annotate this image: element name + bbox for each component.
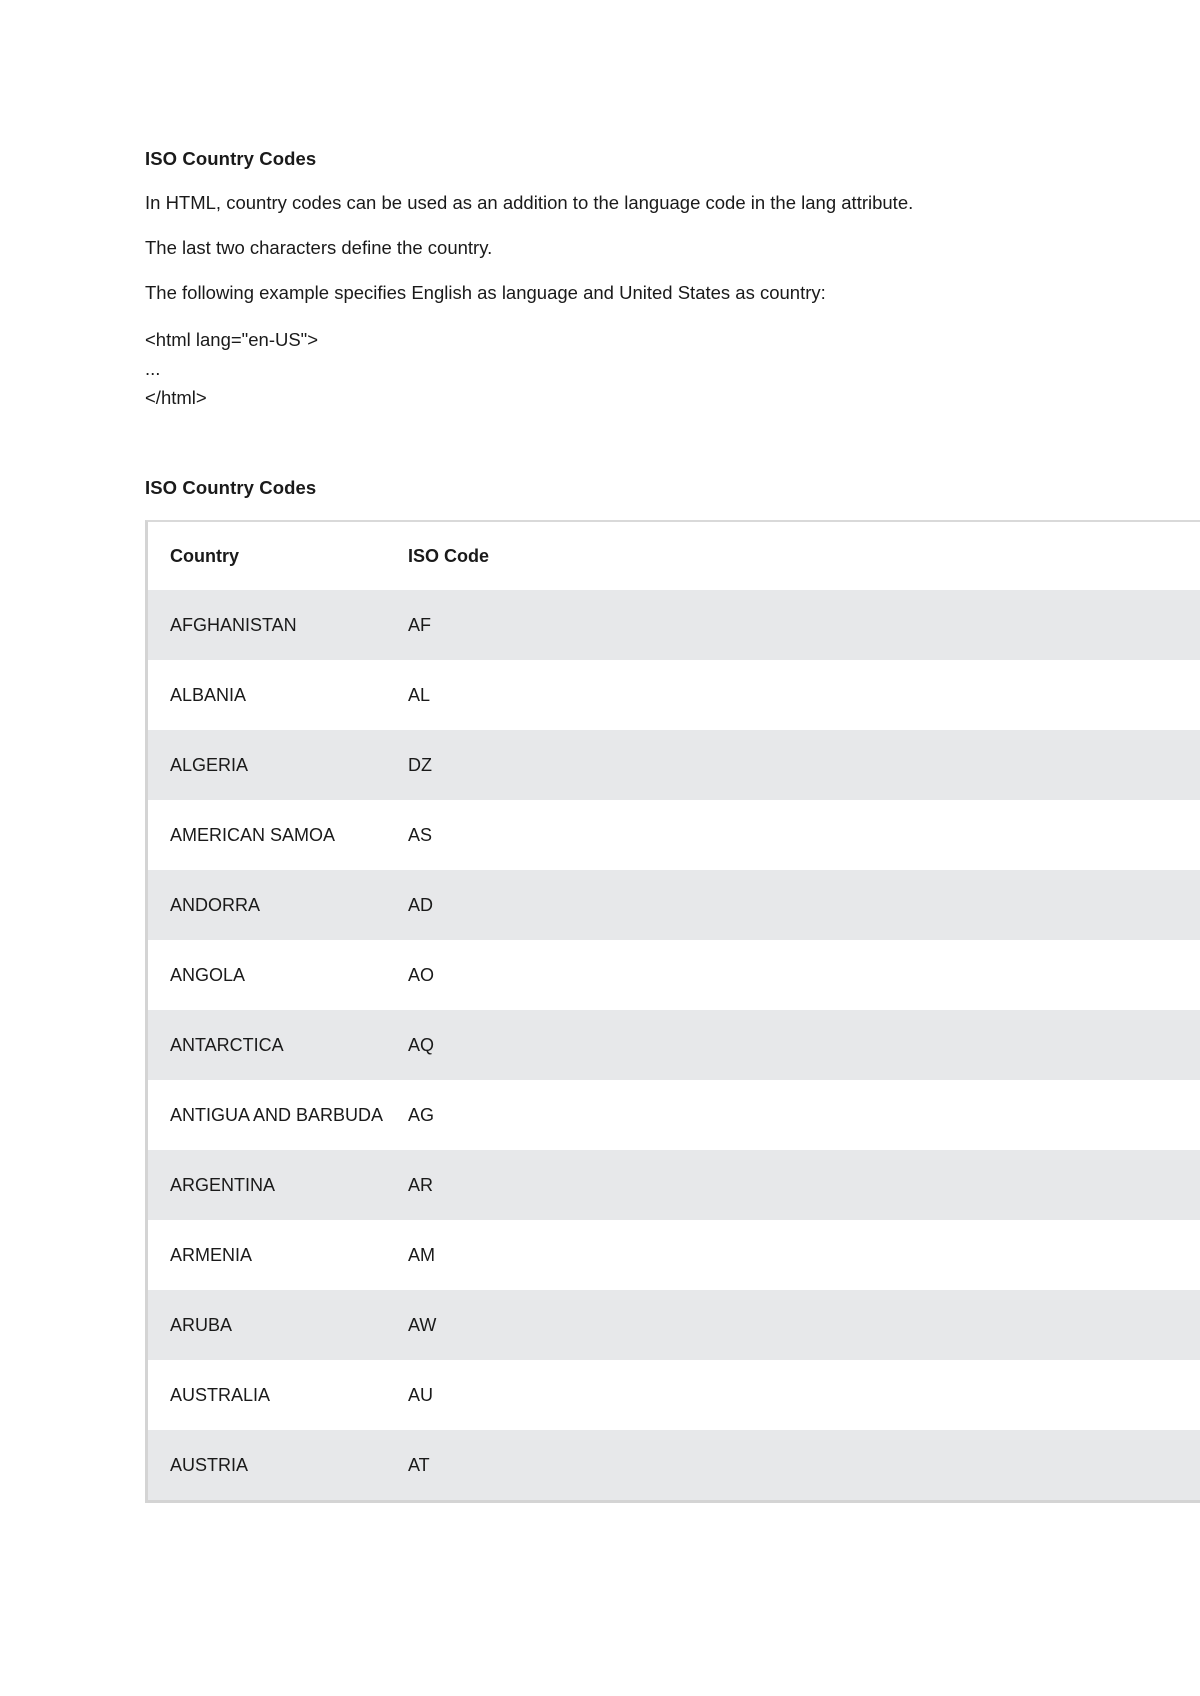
- country-cell: AMERICAN SAMOA: [170, 824, 336, 845]
- iso-code-cell: AQ: [408, 1034, 435, 1055]
- example-paragraph: The following example specifies English as language and United States as country:: [145, 282, 826, 303]
- iso-code-cell: AG: [408, 1104, 435, 1125]
- document-body: [145, 146, 1200, 501]
- country-cell: AFGHANISTAN: [170, 614, 297, 635]
- table-header-row: [148, 522, 1200, 590]
- page-title: ISO Country Codes: [145, 148, 317, 169]
- iso-code-cell: AW: [408, 1314, 437, 1335]
- country-cell: ANTARCTICA: [170, 1034, 284, 1055]
- table-row: [148, 1360, 1200, 1430]
- table-row: [148, 870, 1200, 940]
- iso-code-cell: AU: [408, 1384, 434, 1405]
- country-cell: ALBANIA: [170, 684, 247, 705]
- iso-code-cell: AS: [408, 824, 433, 845]
- iso-code-cell: AD: [408, 894, 434, 915]
- iso-code-cell: AT: [408, 1454, 430, 1475]
- table-row: [148, 590, 1200, 660]
- table-row: [148, 1430, 1200, 1500]
- country-cell: ARGENTINA: [170, 1174, 276, 1195]
- iso-code-cell: AR: [408, 1174, 434, 1195]
- country-chars-paragraph: The last two characters define the country.: [145, 237, 493, 258]
- column-header-iso-code: ISO Code: [408, 545, 490, 566]
- table-row: [148, 940, 1200, 1010]
- code-line-open: <html lang="en-US">: [145, 329, 319, 350]
- table-row: [148, 1010, 1200, 1080]
- country-cell: ANDORRA: [170, 894, 261, 915]
- table-row: [148, 1290, 1200, 1360]
- country-codes-table: [145, 520, 1200, 1503]
- table-row: [148, 730, 1200, 800]
- table-row: [148, 800, 1200, 870]
- country-cell: ANTIGUA AND BARBUDA: [170, 1104, 384, 1125]
- table-row: [148, 1080, 1200, 1150]
- table-heading: ISO Country Codes: [145, 477, 317, 498]
- country-cell: ARUBA: [170, 1314, 233, 1335]
- country-cell: AUSTRALIA: [170, 1384, 271, 1405]
- code-line-close: </html>: [145, 387, 207, 408]
- country-cell: ANGOLA: [170, 964, 246, 985]
- table-row: [148, 1150, 1200, 1220]
- iso-code-cell: AL: [408, 684, 431, 705]
- code-line-ellipsis: ...: [145, 358, 161, 379]
- country-cell: ARMENIA: [170, 1244, 253, 1265]
- country-cell: AUSTRIA: [170, 1454, 249, 1475]
- iso-code-cell: DZ: [408, 754, 432, 775]
- intro-paragraph: In HTML, country codes can be used as an addition to the language code in the lang attribute.: [145, 192, 914, 213]
- table-row: [148, 660, 1200, 730]
- table-row: [148, 1220, 1200, 1290]
- iso-code-cell: AM: [408, 1244, 435, 1265]
- column-header-country: Country: [170, 545, 239, 566]
- iso-code-cell: AO: [408, 964, 435, 985]
- country-cell: ALGERIA: [170, 754, 249, 775]
- iso-code-cell: AF: [408, 614, 432, 635]
- code-example: [145, 325, 1200, 412]
